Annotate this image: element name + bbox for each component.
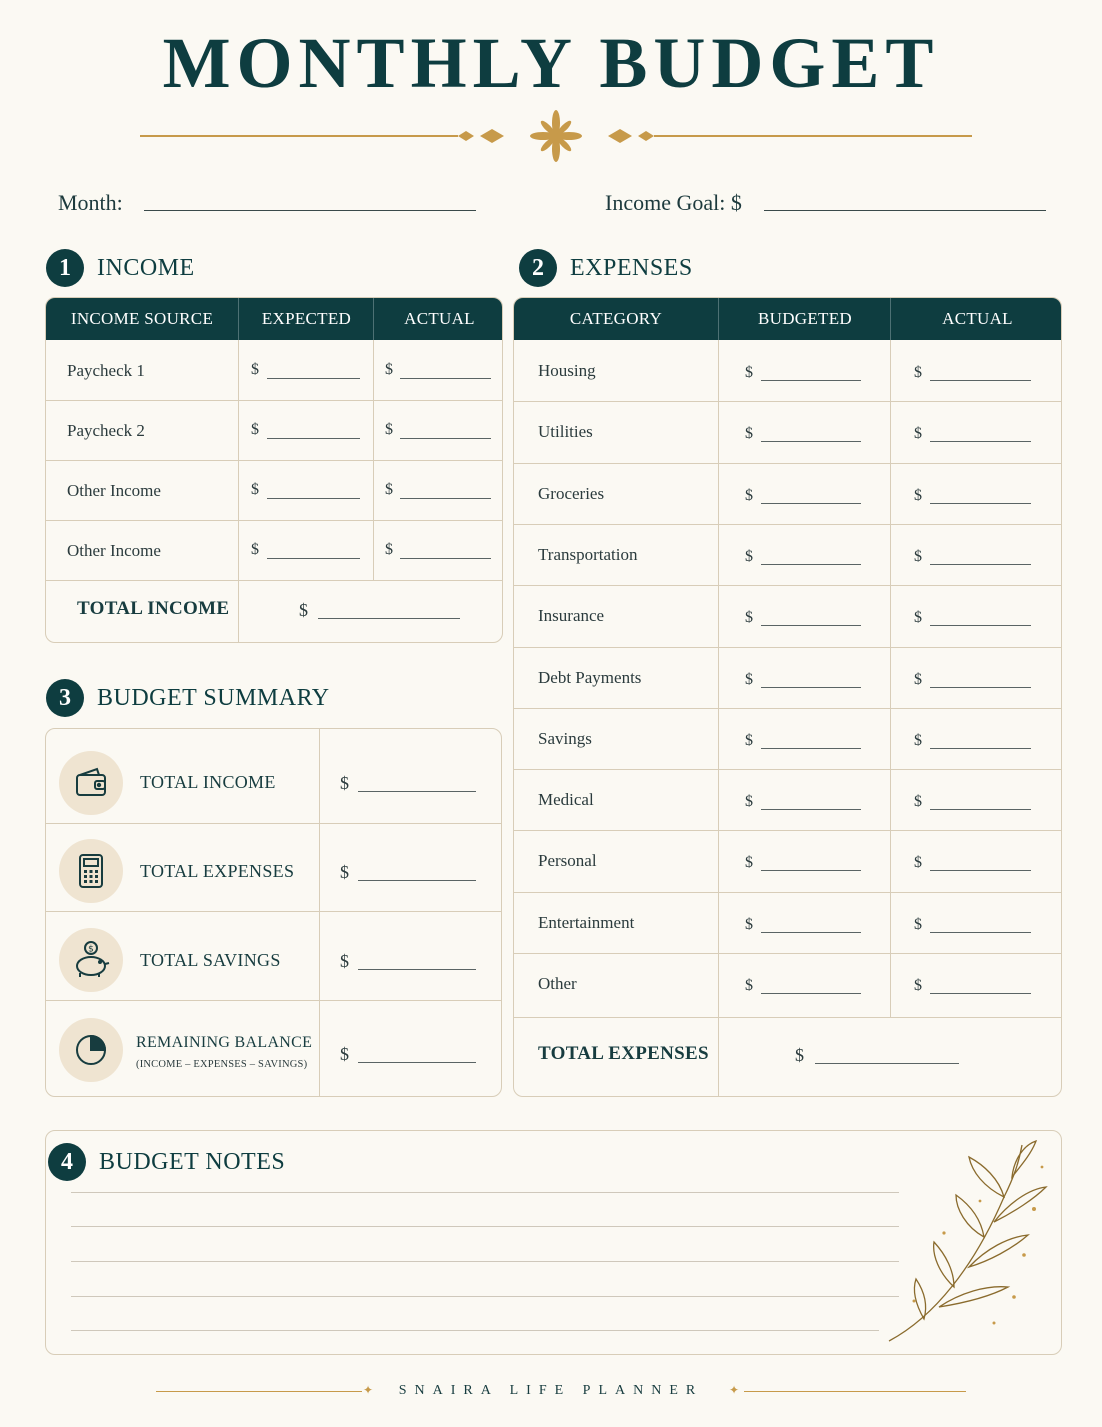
section-title: INCOME <box>97 254 195 281</box>
table-row-label: Insurance <box>538 606 605 625</box>
budgeted-amount-field[interactable] <box>761 503 861 504</box>
leaf-branch-illustration <box>884 1137 1054 1347</box>
income-table <box>45 297 503 643</box>
budgeted-amount-field[interactable] <box>761 687 861 688</box>
column-header: INCOME SOURCE <box>70 309 214 328</box>
currency-symbol: $ <box>745 671 753 688</box>
expected-amount-field[interactable] <box>267 558 360 559</box>
currency-symbol: $ <box>914 364 922 381</box>
expenses-section-heading <box>519 249 693 287</box>
table-row-label: Medical <box>538 790 594 809</box>
currency-symbol: $ <box>745 793 753 810</box>
table-row-label: Debt Payments <box>538 668 642 687</box>
footer-star-icon: ✦ <box>729 1383 740 1397</box>
ornament-divider <box>140 110 972 166</box>
summary-label: TOTAL INCOME <box>140 772 276 792</box>
currency-symbol: $ <box>745 487 753 504</box>
actual-amount-field[interactable] <box>930 870 1031 871</box>
budgeted-amount-field[interactable] <box>761 564 861 565</box>
summary-label: TOTAL EXPENSES <box>140 861 295 881</box>
budgeted-amount-field[interactable] <box>761 441 861 442</box>
currency-symbol: $ <box>340 1044 349 1064</box>
actual-amount-field[interactable] <box>930 441 1031 442</box>
budgeted-amount-field[interactable] <box>761 870 861 871</box>
currency-symbol: $ <box>745 916 753 933</box>
table-row-label: Transportation <box>538 545 638 564</box>
piggy-bank-icon <box>59 928 123 992</box>
expected-amount-field[interactable] <box>267 498 360 499</box>
budgeted-amount-field[interactable] <box>761 932 861 933</box>
actual-amount-field[interactable] <box>930 932 1031 933</box>
actual-amount-field[interactable] <box>930 687 1031 688</box>
month-field[interactable] <box>144 210 476 211</box>
currency-symbol: $ <box>340 862 349 882</box>
budgeted-amount-field[interactable] <box>761 993 861 994</box>
actual-amount-field[interactable] <box>400 378 491 379</box>
total-expenses-label: TOTAL EXPENSES <box>538 1043 709 1064</box>
total-expenses-field[interactable] <box>358 880 476 881</box>
notes-line[interactable] <box>71 1226 899 1227</box>
footer-divider-right <box>744 1391 966 1392</box>
table-row-label: Entertainment <box>538 913 635 932</box>
income-section-heading <box>46 249 195 287</box>
total-income-field[interactable] <box>318 618 460 619</box>
table-row-label: Other Income <box>67 481 161 500</box>
column-header: ACTUAL <box>890 298 1062 340</box>
currency-symbol: $ <box>745 364 753 381</box>
currency-symbol: $ <box>385 541 393 558</box>
currency-symbol: $ <box>795 1045 804 1065</box>
summary-label: REMAINING BALANCE <box>136 1034 313 1051</box>
footer-star-icon: ✦ <box>363 1383 374 1397</box>
wallet-icon <box>59 751 123 815</box>
currency-symbol: $ <box>745 425 753 442</box>
actual-amount-field[interactable] <box>930 993 1031 994</box>
actual-amount-field[interactable] <box>400 498 491 499</box>
table-row-label: Savings <box>538 729 592 748</box>
notes-line[interactable] <box>71 1296 899 1297</box>
expenses-table-header <box>514 298 1062 340</box>
currency-symbol: $ <box>914 487 922 504</box>
budgeted-amount-field[interactable] <box>761 809 861 810</box>
currency-symbol: $ <box>251 541 259 558</box>
actual-amount-field[interactable] <box>930 748 1031 749</box>
column-header: BUDGETED <box>718 298 891 340</box>
section-number-badge: 1 <box>46 249 84 287</box>
pie-chart-icon <box>59 1018 123 1082</box>
section-title: BUDGET NOTES <box>99 1148 286 1175</box>
svg-text:$: $ <box>88 944 94 955</box>
section-title: EXPENSES <box>570 254 693 281</box>
currency-symbol: $ <box>914 609 922 626</box>
page-title: MONTHLY BUDGET <box>162 23 940 103</box>
table-row-label: Paycheck 2 <box>67 421 145 440</box>
budgeted-amount-field[interactable] <box>761 380 861 381</box>
currency-symbol: $ <box>251 481 259 498</box>
currency-symbol: $ <box>914 793 922 810</box>
section-title: BUDGET SUMMARY <box>97 684 330 711</box>
budgeted-amount-field[interactable] <box>761 748 861 749</box>
currency-symbol: $ <box>914 854 922 871</box>
currency-symbol: $ <box>385 421 393 438</box>
section-number-badge: 3 <box>46 679 84 717</box>
actual-amount-field[interactable] <box>930 380 1031 381</box>
table-row-label: Other <box>538 974 577 993</box>
currency-symbol: $ <box>914 548 922 565</box>
section-number-badge: 2 <box>519 249 557 287</box>
actual-amount-field[interactable] <box>400 558 491 559</box>
currency-symbol: $ <box>385 481 393 498</box>
budgeted-amount-field[interactable] <box>761 625 861 626</box>
currency-symbol: $ <box>914 671 922 688</box>
currency-symbol: $ <box>914 916 922 933</box>
column-header: EXPECTED <box>238 298 374 340</box>
currency-symbol: $ <box>251 421 259 438</box>
column-header: CATEGORY <box>569 309 663 328</box>
table-row-label: Other Income <box>67 541 161 560</box>
currency-symbol: $ <box>914 732 922 749</box>
notes-panel <box>45 1130 1062 1355</box>
currency-symbol: $ <box>340 773 349 793</box>
currency-symbol: $ <box>745 732 753 749</box>
currency-symbol: $ <box>745 977 753 994</box>
currency-symbol: $ <box>914 977 922 994</box>
footer-brand: SNAIRA LIFE PLANNER <box>398 1383 704 1398</box>
income-goal-label: Income Goal: $ <box>605 190 742 215</box>
notes-section-heading <box>48 1143 285 1181</box>
notes-line[interactable] <box>71 1261 899 1262</box>
expenses-table <box>513 297 1062 1097</box>
total-expenses-field[interactable] <box>815 1063 959 1064</box>
currency-symbol: $ <box>914 425 922 442</box>
table-row-label: Paycheck 1 <box>67 361 145 380</box>
income-table-header <box>46 298 503 340</box>
notes-line[interactable] <box>71 1330 879 1331</box>
currency-symbol: $ <box>745 548 753 565</box>
summary-section-heading <box>46 679 330 717</box>
currency-symbol: $ <box>745 609 753 626</box>
section-number-badge: 4 <box>48 1143 86 1181</box>
total-income-field[interactable] <box>358 791 476 792</box>
month-label: Month: <box>58 190 123 215</box>
summary-sublabel: (INCOME – EXPENSES – SAVINGS) <box>136 1059 308 1070</box>
actual-amount-field[interactable] <box>930 809 1031 810</box>
total-income-label: TOTAL INCOME <box>77 598 230 619</box>
notes-line[interactable] <box>71 1192 899 1193</box>
table-row-label: Housing <box>538 361 596 380</box>
income-goal-field[interactable] <box>764 210 1046 211</box>
summary-label: TOTAL SAVINGS <box>140 950 281 970</box>
actual-amount-field[interactable] <box>930 503 1031 504</box>
currency-symbol: $ <box>251 361 259 378</box>
column-header: ACTUAL <box>373 298 503 340</box>
currency-symbol: $ <box>340 951 349 971</box>
currency-symbol: $ <box>385 361 393 378</box>
currency-symbol: $ <box>299 600 308 620</box>
table-row-label: Utilities <box>538 422 593 441</box>
table-row-label: Personal <box>538 851 597 870</box>
actual-amount-field[interactable] <box>930 625 1031 626</box>
calculator-icon <box>59 839 123 903</box>
actual-amount-field[interactable] <box>930 564 1031 565</box>
total-savings-field[interactable] <box>358 969 476 970</box>
currency-symbol: $ <box>745 854 753 871</box>
table-row-label: Groceries <box>538 484 605 503</box>
expected-amount-field[interactable] <box>267 378 360 379</box>
remaining-balance-field[interactable] <box>358 1062 476 1063</box>
summary-table <box>45 728 502 1097</box>
actual-amount-field[interactable] <box>400 438 491 439</box>
expected-amount-field[interactable] <box>267 438 360 439</box>
